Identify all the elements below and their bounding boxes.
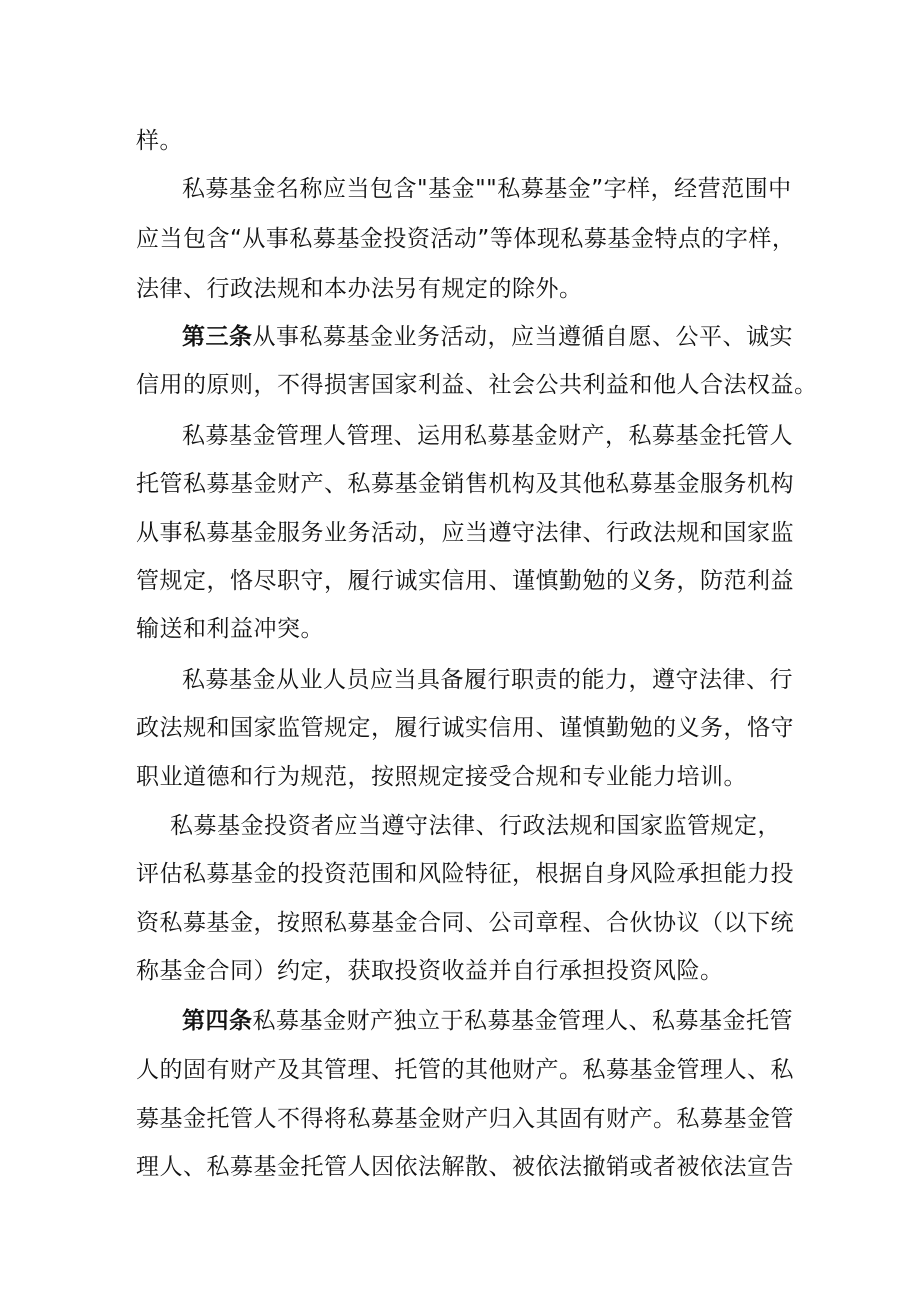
text-line: 募基金托管人不得将私募基金财产归入其固有财产。私募基金管 (136, 1106, 794, 1132)
text-line: 政法规和国家监管规定，履行诚实信用、谨慎勤勉的义务，恪守 (136, 715, 794, 741)
article-line: 第三条从事私募基金业务活动，应当遵循自愿、公平、诚实 (182, 324, 793, 350)
article-heading: 第三条 (182, 324, 253, 350)
text-line: 理人、私募基金托管人因依法解散、被依法撤销或者被依法宣告 (136, 1154, 794, 1180)
text-line: 私募基金从业人员应当具备履行职责的能力，遵守法律、行 (182, 667, 793, 693)
text-line: 称基金合同）约定，获取投资收益并自行承担投资风险。 (136, 958, 724, 984)
text-line: 托管私募基金财产、私募基金销售机构及其他私募基金服务机构 (136, 471, 794, 497)
article-heading: 第四条 (182, 1008, 253, 1034)
text-line: 法律、行政法规和本办法另有规定的除外。 (136, 276, 583, 302)
text-line: 应当包含“从事私募基金投资活动”等体现私募基金特点的字样， (136, 226, 796, 252)
text-line: 私募基金名称应当包含"基金""私募基金”字样，经营范围中 (182, 176, 792, 202)
text-line: 信用的原则，不得损害国家利益、社会公共利益和他人合法权益。 (136, 372, 818, 398)
text-line: 职业道德和行为规范，按照规定接受合规和专业能力培训。 (136, 764, 747, 790)
text-line: 评估私募基金的投资范围和风险特征，根据自身风险承担能力投 (136, 861, 794, 887)
text-line: 私募基金投资者应当遵守法律、行政法规和国家监管规定， (170, 813, 781, 839)
text-line: 输送和利益冲突。 (136, 616, 324, 642)
text-line: 样。 (136, 128, 183, 154)
text-line: 人的固有财产及其管理、托管的其他财产。私募基金管理人、私 (136, 1057, 794, 1083)
article-line: 第四条私募基金财产独立于私募基金管理人、私募基金托管 (182, 1008, 793, 1034)
text-line: 从事私募基金服务业务活动，应当遵守法律、行政法规和国家监 (136, 520, 794, 546)
text-line: 管规定，恪尽职守，履行诚实信用、谨慎勤勉的义务，防范利益 (136, 568, 794, 594)
text-line: 资私募基金，按照私募基金合同、公司章程、合伙协议（以下统 (136, 910, 794, 936)
text-line: 私募基金管理人管理、运用私募基金财产，私募基金托管人 (182, 423, 793, 449)
